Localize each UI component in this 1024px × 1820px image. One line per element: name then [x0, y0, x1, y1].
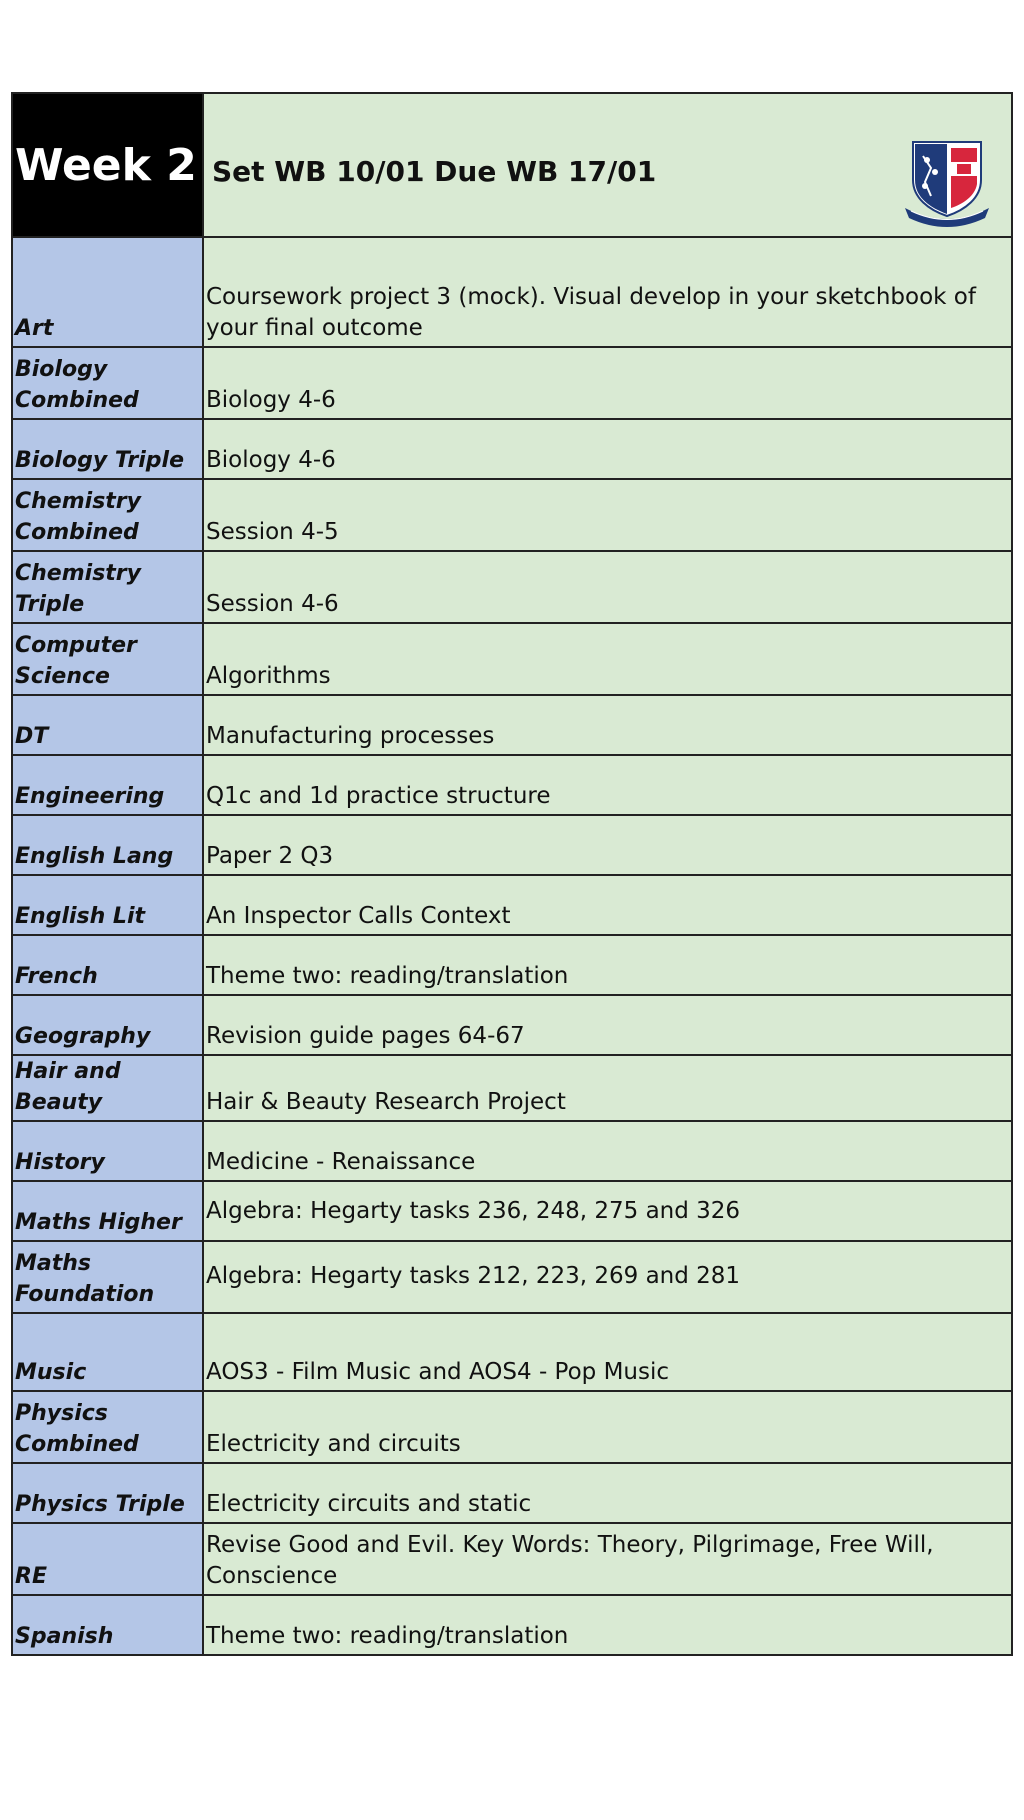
subject-cell: Engineering [12, 755, 203, 815]
task-cell: Algebra: Hegarty tasks 236, 248, 275 and 326 [203, 1181, 1012, 1241]
table-row [12, 1523, 1012, 1595]
subject-cell: RE [12, 1523, 203, 1595]
subject-cell: Maths Foundation [12, 1241, 203, 1313]
task-cell: AOS3 - Film Music and AOS4 - Pop Music [203, 1313, 1012, 1391]
task-cell: Q1c and 1d practice structure [203, 755, 1012, 815]
table-row [12, 1055, 1012, 1121]
task-cell: Algebra: Hegarty tasks 212, 223, 269 and 281 [203, 1241, 1012, 1313]
school-crest-icon [901, 138, 993, 230]
subject-cell: Hair and Beauty [12, 1055, 203, 1121]
task-cell: Medicine - Renaissance [203, 1121, 1012, 1181]
table-row [12, 1313, 1012, 1391]
task-cell: Algorithms [203, 623, 1012, 695]
subject-cell: Geography [12, 995, 203, 1055]
subject-cell: DT [12, 695, 203, 755]
table-row [12, 755, 1012, 815]
set-due-title: Set WB 10/01 Due WB 17/01 [212, 154, 657, 188]
table-row [12, 695, 1012, 755]
table-row [12, 1181, 1012, 1241]
subject-cell: English Lang [12, 815, 203, 875]
table-row [12, 875, 1012, 935]
task-cell: Revision guide pages 64-67 [203, 995, 1012, 1055]
task-cell: Coursework project 3 (mock). Visual develop in your sketchbook of your final outcome [203, 237, 1012, 347]
task-cell: Biology 4-6 [203, 347, 1012, 419]
task-cell: Paper 2 Q3 [203, 815, 1012, 875]
subject-cell: Music [12, 1313, 203, 1391]
subject-cell: Maths Higher [12, 1181, 203, 1241]
subject-cell: Computer Science [12, 623, 203, 695]
subject-cell: Chemistry Triple [12, 551, 203, 623]
header-title-cell [203, 93, 1012, 237]
table-row [12, 995, 1012, 1055]
table-row [12, 935, 1012, 995]
table-row [12, 419, 1012, 479]
task-cell: Electricity and circuits [203, 1391, 1012, 1463]
subject-rows [12, 237, 1012, 1655]
table-row [12, 1463, 1012, 1523]
subject-cell: Art [12, 237, 203, 347]
task-cell: Hair & Beauty Research Project [203, 1055, 1012, 1121]
week-label: Week 2 [12, 93, 203, 237]
task-cell: Electricity circuits and static [203, 1463, 1012, 1523]
subject-cell: Biology Triple [12, 419, 203, 479]
table-row [12, 623, 1012, 695]
table-row [12, 1391, 1012, 1463]
subject-cell: History [12, 1121, 203, 1181]
table-row [12, 1595, 1012, 1655]
subject-cell: English Lit [12, 875, 203, 935]
homework-table [11, 92, 1013, 1656]
table-row [12, 347, 1012, 419]
task-cell: Revise Good and Evil. Key Words: Theory, Pilgrimage, Free Will, Conscience [203, 1523, 1012, 1595]
table-row [12, 1121, 1012, 1181]
table-row [12, 1241, 1012, 1313]
table-row [12, 551, 1012, 623]
subject-cell: Chemistry Combined [12, 479, 203, 551]
subject-cell: Spanish [12, 1595, 203, 1655]
table-row [12, 237, 1012, 347]
subject-cell: Biology Combined [12, 347, 203, 419]
task-cell: Theme two: reading/translation [203, 935, 1012, 995]
table-row [12, 479, 1012, 551]
task-cell: Session 4-5 [203, 479, 1012, 551]
subject-cell: French [12, 935, 203, 995]
task-cell: Session 4-6 [203, 551, 1012, 623]
task-cell: An Inspector Calls Context [203, 875, 1012, 935]
table-row [12, 815, 1012, 875]
subject-cell: Physics Triple [12, 1463, 203, 1523]
task-cell: Theme two: reading/translation [203, 1595, 1012, 1655]
subject-cell: Physics Combined [12, 1391, 203, 1463]
header-row [12, 93, 1012, 237]
task-cell: Biology 4-6 [203, 419, 1012, 479]
task-cell: Manufacturing processes [203, 695, 1012, 755]
